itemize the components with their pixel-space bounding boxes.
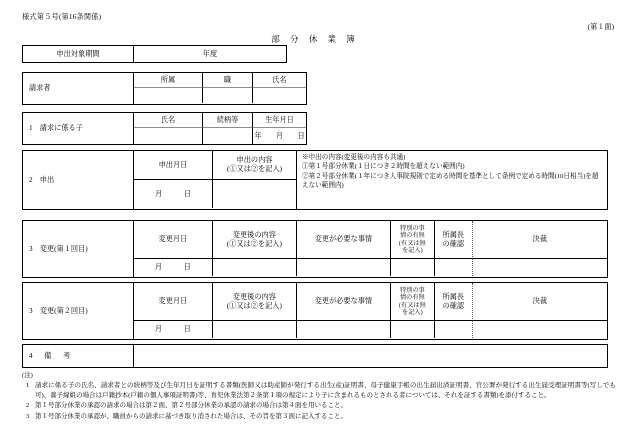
change-1-value-special[interactable] — [390, 259, 434, 276]
claimant-value-name[interactable] — [252, 88, 306, 103]
application-note-line1: ※申出の内容(変更後の内容も共通) — [302, 154, 406, 161]
period-value[interactable]: 年度 — [133, 46, 286, 62]
change-1-value-date[interactable]: 月 日 — [154, 263, 191, 271]
period-label: 申出対象期間 — [56, 49, 100, 58]
child-header-relation: 続柄等 — [202, 113, 252, 128]
footnote-text: 第１号部分休業の承認が、職員からの請求に基づき取り消された場合は、その旨を第３面に記入すること。 — [35, 412, 347, 420]
change-1-header-special: 特別の事 情の有無 (有又は無 を記入) — [390, 221, 434, 259]
change-1-value-approval[interactable] — [472, 259, 607, 276]
child-value-relation[interactable] — [202, 128, 252, 144]
remarks-value[interactable] — [133, 345, 607, 367]
form-number: 様式第５号(第16条関係) — [22, 13, 102, 21]
footnote-number: 2 — [26, 402, 30, 410]
change-2-header-date: 変更月日 — [134, 283, 212, 321]
change-1-header-chief: 所属長 の確認 — [434, 221, 472, 259]
remarks-label: 4 備 考 — [29, 351, 73, 360]
change-table-2 — [22, 282, 608, 340]
change-table-1 — [22, 220, 608, 278]
child-label: 1 請求に係る子 — [29, 124, 83, 132]
claimant-header-affiliation: 所属 — [134, 73, 202, 88]
footnote-item — [22, 401, 616, 411]
change-1-value-reason[interactable] — [296, 259, 390, 276]
change-1-header-content: 変更後の内容 (①又は②を記入) — [212, 221, 296, 259]
footnote-number: 1 — [26, 382, 30, 390]
footnotes — [22, 371, 616, 421]
footnotes-heading: (注) — [22, 372, 33, 379]
change-2-header-special: 特別の事 情の有無 (有又は無 を記入) — [390, 283, 434, 321]
application-header-content: 申出の内容 (①又は②を記入) — [212, 151, 296, 180]
change-2-header-reason: 変更が必要な事情 — [296, 283, 390, 321]
change-1-value-chief[interactable] — [434, 259, 472, 276]
change-1-header-approval: 決裁 — [472, 221, 607, 259]
change-2-value-special[interactable] — [390, 321, 434, 338]
period-table — [22, 45, 287, 63]
change-2-value-approval[interactable] — [472, 321, 607, 338]
change-1-header-date: 変更月日 — [134, 221, 212, 259]
child-value-name[interactable] — [134, 128, 202, 144]
claimant-value-position[interactable] — [202, 88, 252, 103]
change-1-label: 3 変更(第１回目) — [29, 244, 88, 253]
child-table — [22, 112, 307, 145]
claimant-header-name: 氏名 — [252, 73, 306, 88]
change-1-header-reason: 変更が必要な事情 — [296, 221, 390, 259]
footnote-item — [22, 412, 616, 422]
change-2-label: 3 変更(第２回目) — [29, 306, 88, 315]
claimant-header-position: 職 — [202, 73, 252, 88]
footnote-text: 第１号部分休業の承認の請求の場合は第２面、第２号部分休業の承認の請求の場合は第４面を用いること。 — [35, 402, 347, 410]
remarks-table — [22, 344, 608, 368]
change-2-header-content: 変更後の内容 (①又は②を記入) — [212, 283, 296, 321]
change-2-value-content[interactable] — [212, 321, 296, 338]
page-title: 部 分 休 業 簿 — [271, 34, 359, 44]
change-2-value-chief[interactable] — [434, 321, 472, 338]
application-header-date: 申出月日 — [134, 151, 212, 180]
child-value-birthdate[interactable]: 年 月 日 — [252, 128, 306, 144]
child-header-birthdate: 生年月日 — [252, 113, 306, 128]
footnote-number: 3 — [26, 412, 30, 420]
application-note-line2: ①第１号部分休業(１日につき２時間を超えない範囲内) — [302, 163, 465, 171]
footnote-item — [22, 381, 616, 401]
change-2-value-reason[interactable] — [296, 321, 390, 338]
application-label: 2 申出 — [29, 175, 55, 184]
claimant-table — [22, 72, 307, 105]
page-face-label: (第１面) — [587, 23, 614, 31]
application-table — [22, 150, 608, 210]
change-2-value-date[interactable]: 月 日 — [154, 325, 191, 333]
claimant-label: 請求者 — [29, 84, 51, 92]
change-1-value-content[interactable] — [212, 259, 296, 276]
application-value-date[interactable]: 月 日 — [155, 189, 191, 198]
change-2-header-chief: 所属長 の確認 — [434, 283, 472, 321]
application-note — [296, 151, 607, 209]
claimant-value-affiliation[interactable] — [134, 88, 202, 103]
footnote-text: 請求に係る子の氏名、請求者との続柄等及び生年月日を証明する書類(医師又は助産師が発行する出生(産)証明書、母子健康手帳の出生届出済証明書、官公署が発行する出生届受理証明書等(写しでも可)、養子縁組の場合は戸籍抄本(戸籍の個人事項証明書)等、育児休業法第２条第１項の規定により子に含まれるものとされる者については、それを証する書類)を添付すること。 — [35, 382, 616, 399]
change-2-header-approval: 決裁 — [472, 283, 607, 321]
application-value-content[interactable] — [212, 180, 296, 208]
application-note-line3: ②第２号部分休業(１年につき人事院規則で定める時間を基準として条例で定める時間(10日相当)を超えない範囲内) — [302, 172, 599, 190]
child-header-name: 氏名 — [134, 113, 202, 128]
